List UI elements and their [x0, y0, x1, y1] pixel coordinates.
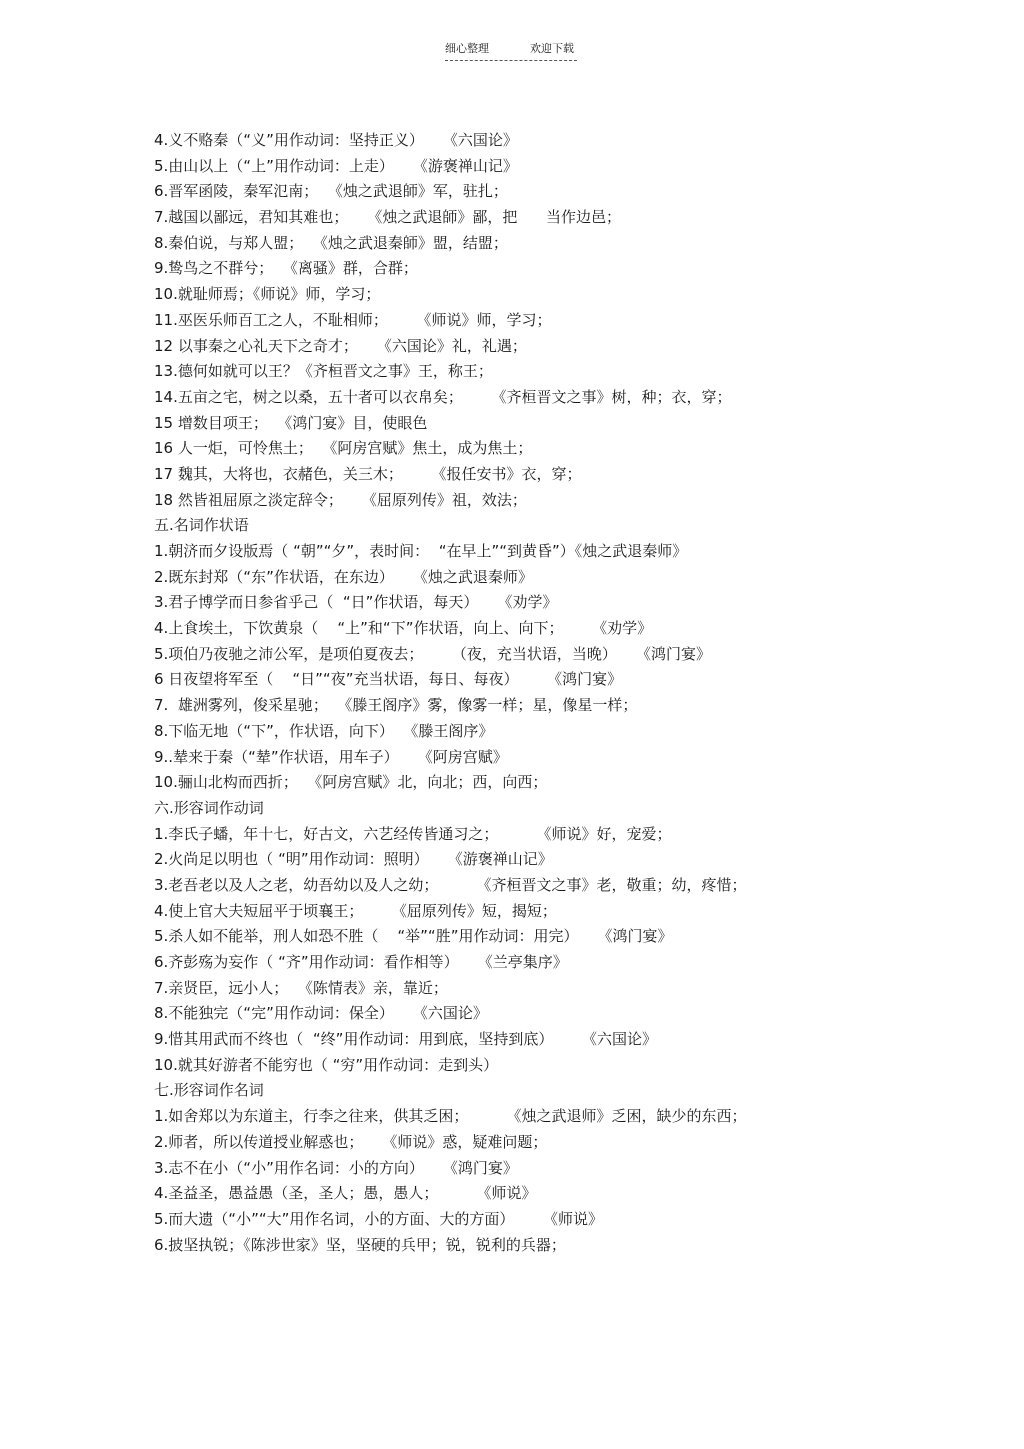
- header-right-text: 欢迎下载: [530, 42, 574, 55]
- text-line: 2.火尚足以明也（ “明”用作动词：照明） 《游褒禅山记》: [154, 850, 553, 869]
- text-line: 16 人一炬，可怜焦土； 《阿房宫赋》焦土，成为焦土；: [154, 439, 533, 458]
- text-line: 8.不能独完（“完”用作动词：保全） 《六国论》: [154, 1004, 488, 1023]
- text-line: 1.朝济而夕设版焉（ “朝”“夕”，表时间： “在早上”“到黄昏”）《烛之武退秦师》: [154, 542, 688, 560]
- text-line: 1.李氏子蟠，年十七，好古文，六艺经传皆通习之； 《师说》好，宠爱；: [154, 824, 672, 843]
- text-line: 8.秦伯说，与郑人盟； 《烛之武退秦師》盟，结盟；: [154, 233, 508, 252]
- text-line: 3.志不在小（“小”用作名词：小的方向） 《鸿门宴》: [154, 1158, 518, 1177]
- text-line: 5.项伯乃夜驰之沛公军，是项伯夏夜去； （夜，充当状语，当晚） 《鸿门宴》: [154, 644, 711, 663]
- text-line: 5.而大遗（“小”“大”用作名词，小的方面、大的方面） 《师说》: [154, 1209, 604, 1228]
- text-line: 10.骊山北构而西折； 《阿房宫赋》北，向北；西，向西；: [154, 773, 548, 792]
- text-line: 7. 雄洲雾列，俊采星驰； 《滕王阁序》雾，像雾一样；星，像星一样；: [154, 696, 638, 715]
- text-line: 2.既东封郑（“东”作状语，在东边） 《烛之武退秦师》: [154, 567, 533, 586]
- text-line: 9.惜其用武而不终也（ “终”用作动词：用到底，坚持到底） 《六国论》: [154, 1030, 658, 1049]
- text-line: 3.君子博学而日参省乎己（ “日”作状语，每天） 《劝学》: [154, 593, 558, 612]
- header-divider: [445, 60, 577, 61]
- text-line: 2.师者，所以传道授业解惑也； 《师说》惑，疑难问题；: [154, 1132, 548, 1151]
- header-left-text: 细心整理: [445, 42, 489, 55]
- text-line: 5.由山以上（“上”用作动词：上走） 《游褒禅山记》: [154, 156, 518, 175]
- section-heading: 五.名词作状语: [154, 516, 249, 535]
- text-line: 9..辇来于秦（“辇”作状语，用车子） 《阿房宫赋》: [154, 747, 508, 766]
- text-line: 4.上食埃土，下饮黄泉（ “上”和“下”作状语，向上、向下； 《劝学》: [154, 619, 653, 638]
- text-line: 5.杀人如不能举，刑人如恐不胜（ “举”“胜”用作动词：用完） 《鸿门宴》: [154, 927, 673, 946]
- text-line: 7.亲贤臣，远小人； 《陈情表》亲，靠近；: [154, 978, 448, 997]
- text-line: 8.下临无地（“下”，作状语，向下） 《滕王阁序》: [154, 721, 494, 740]
- text-line: 6.齐彭殇为妄作（ “齐”用作动词：看作相等） 《兰亭集序》: [154, 953, 568, 971]
- text-line: 13.德何如就可以王？《齐桓晋文之事》王，称王；: [154, 362, 493, 381]
- text-line: 18 然皆祖屈原之淡定辞令； 《屈原列传》祖，效法；: [154, 490, 527, 509]
- text-line: 4.使上官大夫短屈平于顷襄王； 《屈原列传》短，揭短；: [154, 901, 557, 920]
- text-line: 6 日夜望将军至（ “日”“夜”充当状语，每日、每夜） 《鸿门宴》: [154, 670, 623, 689]
- text-line: 4.义不赂秦（“义”用作动词：坚持正义） 《六国论》: [154, 131, 518, 149]
- text-line: 17 魏其，大将也，衣赭色，关三木； 《报任安书》衣，穿；: [154, 464, 582, 483]
- text-line: 10.就耻师焉；《师说》师，学习；: [154, 285, 381, 304]
- text-line: 12 以事秦之心礼天下之奇才； 《六国论》礼，礼遇；: [154, 336, 527, 355]
- text-line: 6.晋军函陵，秦军氾南； 《烛之武退師》军，驻扎；: [154, 182, 508, 201]
- section-heading: 六.形容词作动词: [154, 798, 264, 817]
- text-line: 14.五亩之宅，树之以桑，五十者可以衣帛矣； 《齐桓晋文之事》树，种；衣，穿；: [154, 387, 732, 406]
- text-line: 6.披坚执锐；《陈涉世家》坚，坚硬的兵甲；锐，锐利的兵器；: [154, 1235, 566, 1254]
- page-header: [445, 40, 580, 64]
- section-heading: 七.形容词作名词: [154, 1081, 264, 1100]
- text-line: 1.如舍郑以为东道主，行李之往来，供其乏困； 《烛之武退师》乏困，缺少的东西；: [154, 1107, 747, 1126]
- text-line: 11.巫医乐师百工之人，不耻相师； 《师说》师，学习；: [154, 310, 552, 329]
- text-line: 7.越国以鄙远，君知其难也； 《烛之武退師》鄙，把 当作边邑；: [154, 208, 621, 227]
- text-line: 4.圣益圣，愚益愚（圣，圣人；愚，愚人； 《师说》: [154, 1184, 537, 1203]
- text-line: 3.老吾老以及人之老，幼吾幼以及人之幼； 《齐桓晋文之事》老，敬重；幼，疼惜；: [154, 875, 747, 894]
- text-line: 9.鸷鸟之不群兮； 《离骚》群，合群；: [154, 259, 418, 278]
- text-line: 15 增数目项王； 《鸿门宴》目，使眼色: [154, 413, 428, 432]
- text-line: 10.就其好游者不能穷也（ “穷”用作动词：走到头）: [154, 1055, 499, 1074]
- document-body: [154, 128, 994, 1258]
